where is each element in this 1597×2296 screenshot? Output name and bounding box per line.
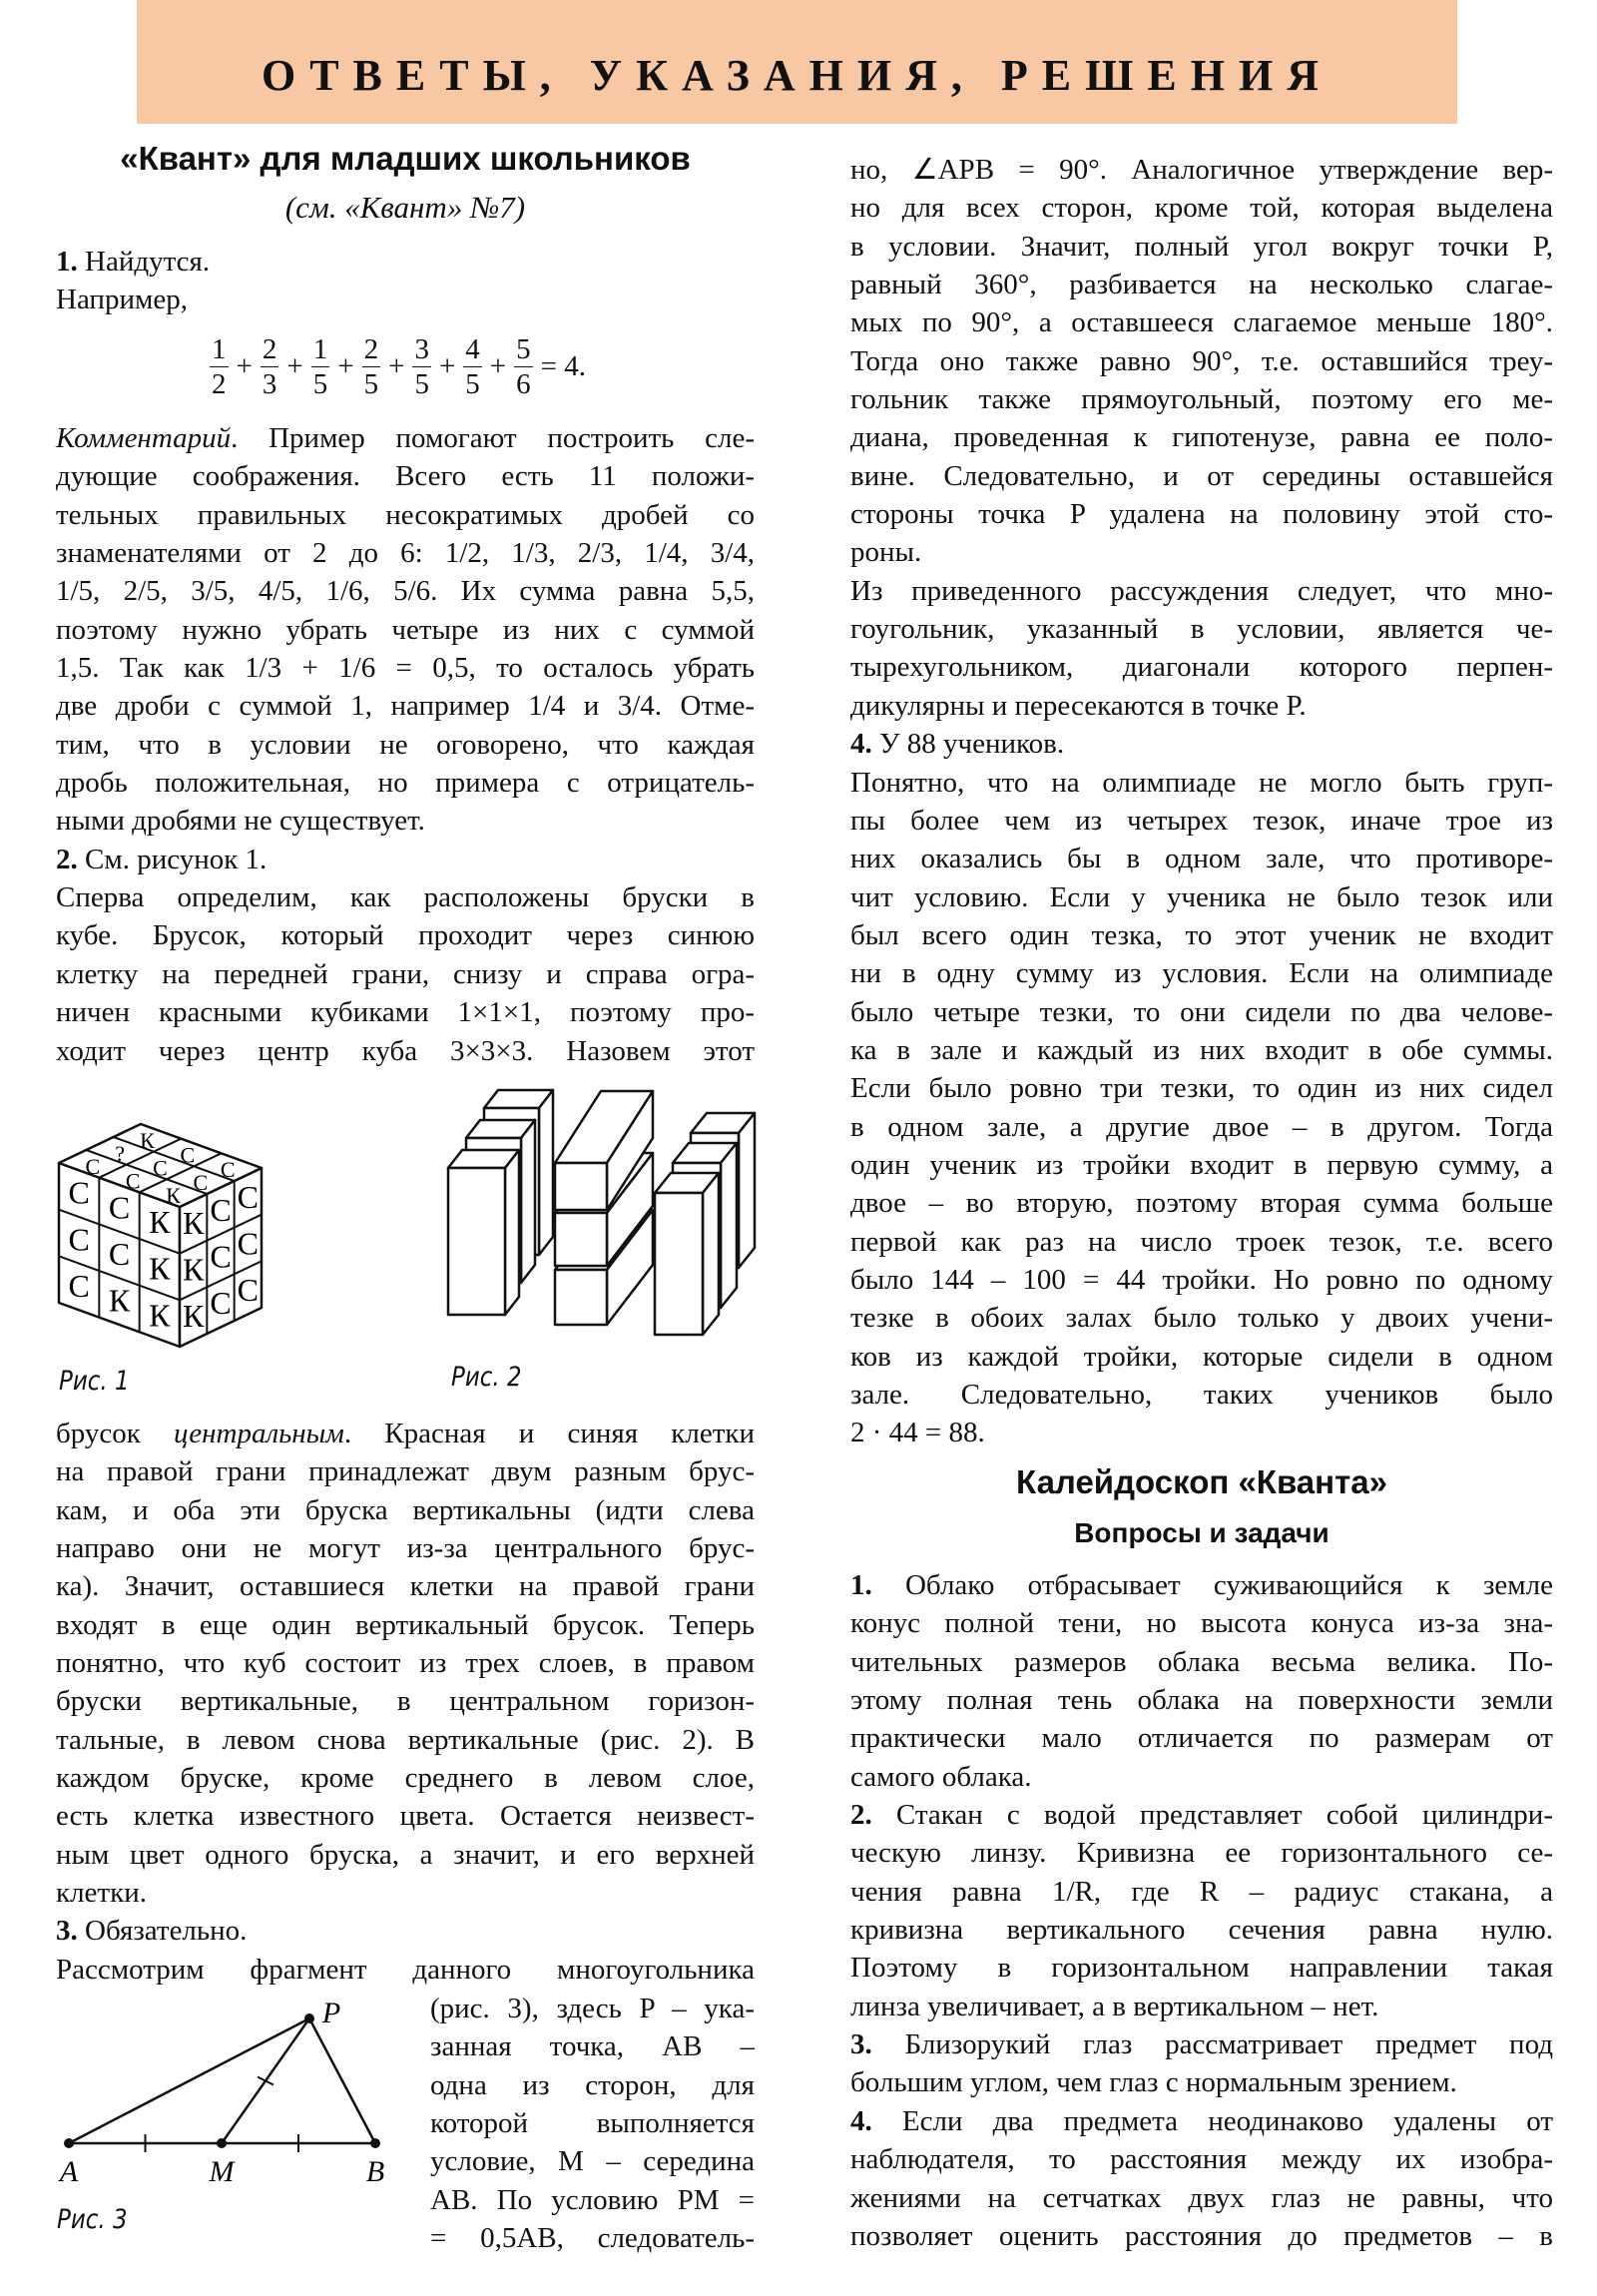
line-text: которой выполняется xyxy=(430,2107,755,2140)
line-text: (рис. 3), здесь P – ука- xyxy=(430,1993,755,2024)
text-line xyxy=(850,533,1553,571)
text-line xyxy=(56,1606,755,1644)
text-line xyxy=(56,1567,755,1605)
line-text: жениями на сетчатках двух глаз не равны, что xyxy=(850,2181,1553,2214)
line-text: тезке в обоих залах было только у двоих учени- xyxy=(850,1302,1553,1335)
line-text: ни в одну сумму из условия. Если на олимпиаде xyxy=(850,957,1553,990)
line-text: Если два предмета неодинаково удалены от xyxy=(871,2104,1553,2137)
cube-cell-letter: К xyxy=(182,1298,205,1335)
plus-sign: + xyxy=(489,350,507,382)
text-line xyxy=(850,1796,1553,1834)
cube-cell-letter: С xyxy=(153,1155,168,1181)
item-number: 4. xyxy=(850,2104,872,2137)
line-text: был всего один тезка, то этот ученик не входит xyxy=(850,918,1553,951)
text-line xyxy=(56,1951,755,1989)
cube-cell-letter: С xyxy=(180,1142,196,1168)
line-text: в одном зале, а другие двое – в другом. Тогда xyxy=(850,1110,1553,1143)
text-line xyxy=(56,1759,755,1797)
text-line xyxy=(850,1031,1553,1069)
line-text: ков из каждой тройки, которые сидели в одном xyxy=(850,1340,1553,1373)
line-text: ка). Значит, оставшиеся клетки на правой грани xyxy=(56,1570,755,1603)
point-label-b: B xyxy=(365,2155,385,2188)
bar-front xyxy=(448,1168,505,1315)
triangle-side xyxy=(69,2018,309,2143)
line-text: Понятно, что на олимпиаде не могло быть груп- xyxy=(850,766,1553,799)
text-line xyxy=(850,1988,1553,2025)
line-text: . Пример помогают построить сле- xyxy=(231,422,755,454)
text-line xyxy=(430,2104,755,2142)
line-text: Рассмотрим фрагмент данного многоугольника xyxy=(56,1953,755,1986)
text-line xyxy=(850,572,1553,610)
text-line xyxy=(850,1261,1553,1299)
cube-cell-letter: С xyxy=(68,1174,90,1211)
text-line xyxy=(850,1146,1553,1184)
item-number: 4. xyxy=(850,728,872,761)
line-text: первой как раз на число троек тезок, т.е. всего xyxy=(850,1225,1553,1258)
numerator: 1 xyxy=(312,333,328,365)
text-line xyxy=(850,1376,1553,1414)
line-text: чит условию. Если у ученика не было тезок или xyxy=(850,880,1553,913)
text-line xyxy=(56,1415,755,1452)
text-line xyxy=(850,687,1553,725)
denominator: 6 xyxy=(516,368,531,400)
point-dot xyxy=(64,2138,74,2148)
line-text: ными дробями не существует. xyxy=(56,805,425,838)
plus-sign: + xyxy=(438,350,456,382)
plus-sign: + xyxy=(388,350,405,382)
equal-tick xyxy=(258,2077,273,2085)
bar-side xyxy=(521,1120,535,1283)
line-text: Сперва определим, как расположены бруски в xyxy=(56,881,755,914)
line-text: брусок xyxy=(56,1418,175,1449)
line-text: занная точка, AB – xyxy=(430,2030,755,2063)
line-text: клетку на передней грани, снизу и справа огра- xyxy=(56,957,755,990)
denominator: 5 xyxy=(465,368,480,400)
text-line xyxy=(850,151,1553,189)
cube-cell-letter: ? xyxy=(115,1140,126,1166)
cube-cell-letter: К xyxy=(149,1250,171,1287)
numerator: 4 xyxy=(465,333,480,365)
item-number: 3. xyxy=(850,2028,872,2061)
line-text: дробь положительная, но примера с отрицатель- xyxy=(56,767,755,800)
text-line xyxy=(56,1682,755,1720)
cube-cell-letter: С xyxy=(68,1268,90,1304)
text-line xyxy=(850,993,1553,1031)
figure-2-caption: Рис. 2 xyxy=(451,1362,522,1393)
line-text: тим, что в условии не оговорено, что каждая xyxy=(56,728,755,761)
line-text: диана, проведенная к гипотенузе, равна ее поло- xyxy=(850,421,1553,454)
cube-cell-letter: С xyxy=(210,1238,232,1275)
line-text: поэтому нужно убрать четыре из них с суммой xyxy=(56,613,755,646)
numerator: 1 xyxy=(212,333,227,365)
bar-front xyxy=(555,1163,607,1210)
line-text: кривизна вертикального сечения равна нулю. xyxy=(850,1914,1553,1947)
line-text: чения равна 1/R, где R – радиус стакана, а xyxy=(850,1875,1553,1908)
point-label-m: M xyxy=(209,2155,235,2188)
text-line xyxy=(850,303,1553,341)
line-text: гольник также прямоугольный, поэтому его ме- xyxy=(850,383,1553,416)
text-line xyxy=(850,1643,1553,1681)
line-text: кам, и оба эти бруска вертикальны (идти слева xyxy=(56,1493,755,1526)
bar-side xyxy=(721,1143,737,1308)
point-dot xyxy=(370,2138,380,2148)
emphasis-text: центральным xyxy=(174,1418,344,1449)
text-line xyxy=(850,840,1553,877)
text-line xyxy=(56,1529,755,1567)
text-line xyxy=(850,764,1553,802)
text-line xyxy=(430,2181,755,2219)
line-text: Найдутся. xyxy=(77,246,211,278)
line-text: две дроби с суммой 1, например 1/4 и 3/4. Отме- xyxy=(56,690,755,723)
line-text: Поэтому в горизонтальном направлении такая xyxy=(850,1952,1553,1985)
text-line xyxy=(850,495,1553,533)
line-text: Стакан с водой представляет собой цилиндри- xyxy=(871,1799,1553,1832)
cube-cell-letter: С xyxy=(108,1189,131,1226)
numerator: 2 xyxy=(363,333,379,365)
line-text: понятно, что куб состоит из трех слоев, в правом xyxy=(56,1647,755,1680)
line-text: этому полная тень облака на поверхности земли xyxy=(850,1684,1553,1717)
line-text: = 0,5AB, следователь- xyxy=(430,2222,755,2255)
equation-result: = 4. xyxy=(540,350,587,382)
item-number: 2. xyxy=(56,843,78,875)
line-text: 2 · 44 = 88. xyxy=(850,1417,985,1449)
text-line xyxy=(850,878,1553,916)
line-text: дикулярны и пересекаются в точке P. xyxy=(850,689,1307,722)
denominator: 5 xyxy=(312,368,328,400)
line-text: на правой грани принадлежат двум разным брус- xyxy=(56,1455,755,1488)
cube-cell-letter: С xyxy=(125,1168,141,1194)
text-line xyxy=(850,2102,1553,2140)
section-title-2: Калейдоскоп «Кванта» xyxy=(1016,1463,1387,1500)
right-column-text-b xyxy=(850,1566,1553,2255)
cube-cell-letter: К xyxy=(149,1204,171,1240)
line-text: условие, M – середина xyxy=(430,2145,755,2178)
text-line xyxy=(56,1912,755,1950)
line-text: самого облака. xyxy=(850,1760,1032,1793)
text-line xyxy=(850,2025,1553,2063)
text-line xyxy=(850,380,1553,418)
line-text: мых по 90°, а оставшееся слагаемое меньше 180°. xyxy=(850,306,1553,339)
line-text: Из приведенного рассуждения следует, что мно- xyxy=(850,574,1553,607)
cube-cell-letter: С xyxy=(237,1178,260,1215)
text-line xyxy=(850,1758,1553,1796)
line-text: наблюдателя, то расстояния между их изобра- xyxy=(850,2143,1553,2176)
text-line xyxy=(850,1223,1553,1261)
text-line xyxy=(56,1836,755,1874)
text-line xyxy=(850,189,1553,227)
line-text: чительных размеров облака весьма велика. По- xyxy=(850,1645,1553,1678)
line-text: кубе. Брусок, который проходит через синюю xyxy=(56,919,755,952)
item-number: 1. xyxy=(850,1569,872,1601)
page-title: ОТВЕТЫ, УКАЗАНИЯ, РЕШЕНИЯ xyxy=(261,51,1333,100)
text-line xyxy=(850,1069,1553,1107)
line-text: ничен красными кубиками 1×1×1, поэтому про- xyxy=(56,996,755,1029)
line-text: дующие соображения. Всего есть 11 положи- xyxy=(56,460,755,493)
text-line xyxy=(850,1299,1553,1337)
text-line xyxy=(56,1452,755,1490)
bar-side xyxy=(505,1150,519,1315)
item-number: 1. xyxy=(56,246,78,278)
cube-cell-letter: К xyxy=(149,1297,171,1334)
text-line xyxy=(850,342,1553,380)
line-text: Если было ровно три тезки, то один из них сидел xyxy=(850,1072,1553,1105)
line-text: тырехугольником, диагонали которого перпен- xyxy=(850,651,1553,684)
line-text: тальные, в левом снова вертикальные (рис. 2). В xyxy=(56,1723,755,1756)
section-title: «Квант» для младших школьников xyxy=(120,140,691,177)
text-line xyxy=(850,1566,1553,1604)
text-line xyxy=(850,457,1553,495)
denominator: 3 xyxy=(262,368,277,400)
text-line xyxy=(850,1184,1553,1222)
text-line xyxy=(430,2142,755,2180)
line-text: них оказались бы в одном зале, что противоре- xyxy=(850,843,1553,875)
line-text: стороны точка P удалена на половину этой сто- xyxy=(850,498,1553,531)
line-text: вине. Следовательно, и от середины оставшейся xyxy=(850,459,1553,492)
line-text: 1/5, 2/5, 3/5, 4/5, 1/6, 5/6. Их сумма равна 5,5, xyxy=(56,575,755,608)
line-text: ка в зале и каждый из них входит в обе суммы. xyxy=(850,1033,1553,1066)
plus-sign: + xyxy=(337,350,354,382)
line-text: есть клетка известного цвета. Остается неизвест- xyxy=(56,1800,755,1833)
line-text: пы более чем из четырех тезок, иначе трое из xyxy=(850,804,1553,837)
text-line xyxy=(430,2219,755,2257)
text-line xyxy=(850,1414,1553,1451)
cube-cell-letter: С xyxy=(210,1285,232,1322)
section-subtitle: (см. «Квант» №7) xyxy=(284,190,526,225)
line-text: Например, xyxy=(56,284,188,316)
text-line xyxy=(850,1834,1553,1872)
denominator: 2 xyxy=(212,368,227,400)
text-line xyxy=(850,725,1553,763)
text-line xyxy=(850,648,1553,686)
text-line xyxy=(56,1797,755,1835)
text-line xyxy=(850,1338,1553,1376)
text-line xyxy=(850,2179,1553,2217)
text-line xyxy=(850,228,1553,266)
text-line xyxy=(430,2066,755,2104)
text-line xyxy=(850,1949,1553,1987)
line-text: входят в еще один вертикальный брусок. Теперь xyxy=(56,1608,755,1641)
text-line xyxy=(850,2063,1553,2101)
text-line xyxy=(850,1719,1553,1757)
line-text: ческую линзу. Кривизна ее горизонтального се- xyxy=(850,1837,1553,1870)
line-text: конус полной тени, но высота конуса из-за зна- xyxy=(850,1607,1553,1640)
line-text: но для всех сторон, кроме той, которая выделена xyxy=(850,192,1553,225)
line-text: позволяет оценить расстояния до предметов – в xyxy=(850,2219,1553,2252)
text-line xyxy=(850,266,1553,303)
line-text: AB. По условию PM = xyxy=(430,2183,755,2216)
cube-cell-letter: К xyxy=(166,1183,181,1209)
cube-cell-letter: С xyxy=(220,1157,236,1183)
denominator: 5 xyxy=(363,368,379,400)
text-line xyxy=(430,2027,755,2065)
text-line xyxy=(850,916,1553,954)
line-text: роны. xyxy=(850,536,922,569)
line-text: См. рисунок 1. xyxy=(77,843,267,875)
line-text: было четыре тезки, то они сидели по два челове- xyxy=(850,995,1553,1028)
cube-cell-letter: С xyxy=(237,1272,260,1309)
bar-front xyxy=(555,1213,607,1266)
text-line xyxy=(850,1108,1553,1146)
text-line xyxy=(850,1604,1553,1642)
bar-front xyxy=(555,1270,607,1325)
cube-cell-letter: К xyxy=(140,1127,155,1153)
point-dot xyxy=(304,2013,314,2023)
cube-cell-letter: С xyxy=(193,1170,209,1196)
text-line xyxy=(56,1874,755,1912)
text-line xyxy=(850,2217,1553,2255)
left-column-text-c xyxy=(430,1990,755,2257)
line-text: Тогда оно также равно 90°, т.е. оставшийся треу- xyxy=(850,344,1553,377)
line-text: каждом бруске, кроме среднего в левом слое, xyxy=(56,1762,755,1795)
line-text: направо они не могут из-за центрального брус- xyxy=(56,1532,755,1565)
bar-side xyxy=(703,1173,719,1335)
text-line xyxy=(56,1644,755,1682)
line-text: гоугольник, указанный в условии, является че- xyxy=(850,613,1553,646)
text-line xyxy=(850,954,1553,992)
text-line xyxy=(56,1491,755,1529)
cube-cell-letter: С xyxy=(68,1221,90,1258)
line-text: ходит через центр куба 3×3×3. Назовем этот xyxy=(56,1034,755,1067)
numerator: 5 xyxy=(516,333,531,365)
line-text: бруски вертикальные, в центральном горизон- xyxy=(56,1685,755,1718)
line-text: Облако отбрасывает суживающийся к земле xyxy=(871,1569,1553,1601)
cube-cell-letter: К xyxy=(182,1204,205,1241)
point-label-p: P xyxy=(321,1997,341,2029)
numerator: 3 xyxy=(414,333,429,365)
line-text: линза увеличивает, а в вертикальном – нет. xyxy=(850,1990,1379,2022)
line-text: было 144 – 100 = 44 тройки. Но ровно по одному xyxy=(850,1263,1553,1296)
line-text: двое – во вторую, поэтому вторая сумма больше xyxy=(850,1187,1553,1220)
line-text: равный 360°, разбивается на несколько слагае- xyxy=(850,269,1553,301)
text-line xyxy=(850,1681,1553,1719)
line-text: Обязательно. xyxy=(77,1915,248,1948)
right-column-text-a xyxy=(850,151,1553,1452)
emphasis-text: Комментарий xyxy=(56,422,232,454)
figure-3-caption: Рис. 3 xyxy=(57,2204,128,2235)
bar-side xyxy=(539,1090,553,1255)
bar-side xyxy=(739,1113,755,1268)
section-subtitle-2: Вопросы и задачи xyxy=(1074,1517,1330,1548)
line-text: но, ∠APB = 90°. Аналогичное утверждение вер- xyxy=(850,154,1553,186)
text-line xyxy=(56,1721,755,1759)
line-text: один ученик из тройки входит в первую сумму, а xyxy=(850,1148,1553,1181)
text-line xyxy=(850,802,1553,840)
bar-front xyxy=(655,1193,703,1335)
line-text: знаменателями от 2 до 6: 1/2, 1/3, 2/3, 1/4, 3/4, xyxy=(56,537,755,570)
cube-cell-letter: С xyxy=(237,1225,260,1262)
text-line xyxy=(850,2140,1553,2178)
cube-cell-letter: С xyxy=(210,1191,232,1228)
line-text: 1,5. Так как 1/3 + 1/6 = 0,5, то осталось убрать xyxy=(56,652,755,685)
line-text: зале. Следовательно, таких учеников было xyxy=(850,1379,1553,1411)
cube-cell-letter: С xyxy=(108,1236,131,1272)
line-text: ным цвет одного бруска, а значит, и его верхней xyxy=(56,1838,755,1871)
line-text: . Красная и синяя клетки xyxy=(343,1418,755,1449)
figure-1-caption: Рис. 1 xyxy=(59,1366,130,1397)
line-text: У 88 учеников. xyxy=(871,728,1065,761)
line-text: Близорукий глаз рассматривает предмет под xyxy=(871,2028,1553,2061)
numerator: 2 xyxy=(262,333,277,365)
text-line xyxy=(850,1911,1553,1949)
denominator: 5 xyxy=(414,368,429,400)
cube-cell-letter: К xyxy=(182,1251,205,1288)
line-text: в условии. Значит, полный угол вокруг точки P, xyxy=(850,230,1553,263)
point-dot xyxy=(217,2138,227,2148)
left-column-text-b xyxy=(56,1415,755,1989)
plus-sign: + xyxy=(236,350,253,382)
line-text: практически мало отличается по размерам от xyxy=(850,1722,1553,1755)
point-label-a: A xyxy=(59,2155,79,2188)
line-text: одна из сторон, для xyxy=(430,2068,755,2101)
cube-cell-letter: С xyxy=(85,1153,101,1179)
text-line xyxy=(850,610,1553,648)
triangle-side xyxy=(309,2018,375,2143)
plus-sign: + xyxy=(286,350,303,382)
item-number: 2. xyxy=(850,1799,872,1832)
item-number: 3. xyxy=(56,1915,78,1948)
line-text: клетки. xyxy=(56,1877,147,1910)
text-line xyxy=(850,418,1553,456)
text-line xyxy=(850,1873,1553,1911)
line-text: большим углом, чем глаз с нормальным зрением. xyxy=(850,2066,1457,2099)
cube-cell-letter: К xyxy=(108,1282,131,1319)
text-line xyxy=(430,1990,755,2027)
line-text: тельных правильных несократимых дробей со xyxy=(56,498,755,531)
